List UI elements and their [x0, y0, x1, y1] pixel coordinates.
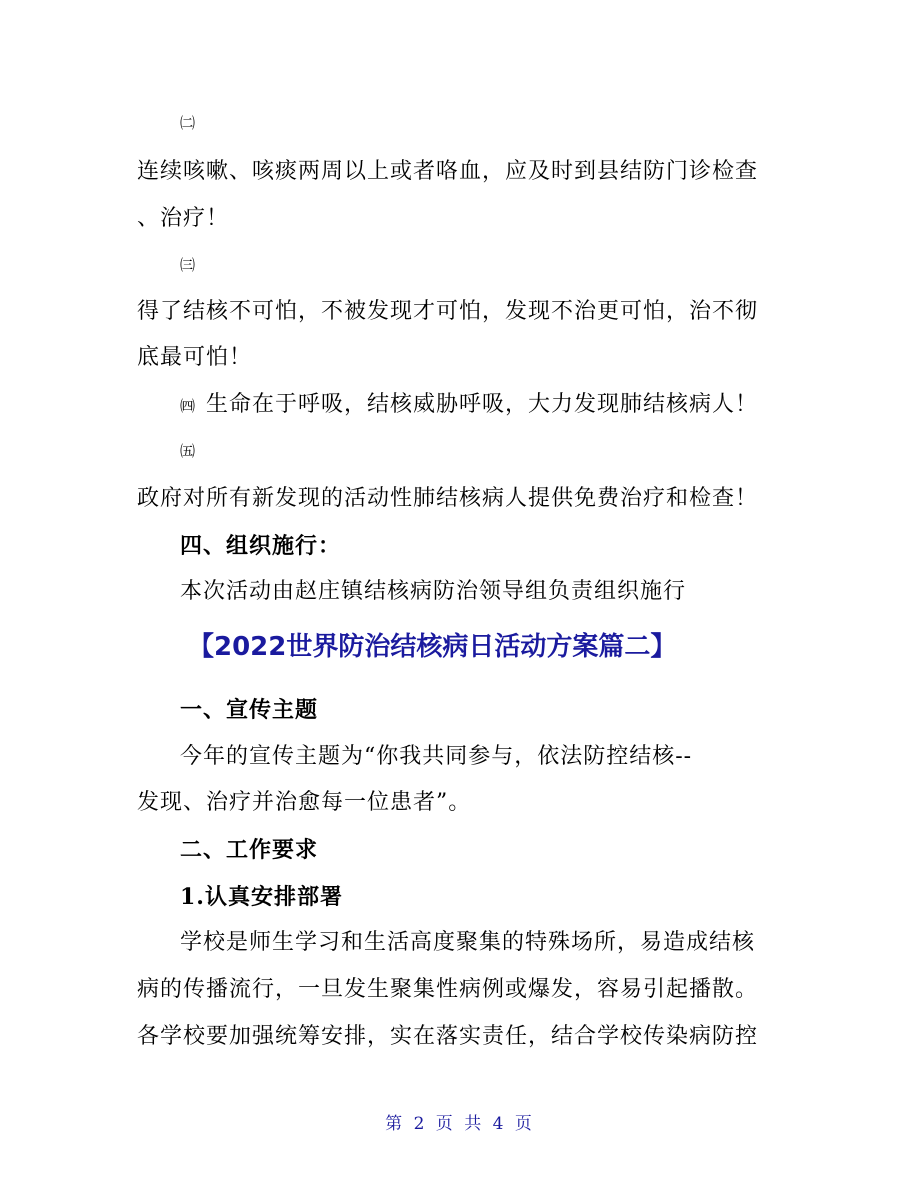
page-footer: 第 2 页 共 4 页	[385, 1114, 535, 1134]
paragraph-line: 得了结核不可怕，不被发现才可怕，发现不治更可怕，治不彻	[137, 299, 759, 324]
section-title: 一、宣传主题	[180, 697, 319, 723]
paragraph-line: 各学校要加强统筹安排，实在落实责任，结合学校传染病防控	[137, 1024, 759, 1049]
paragraph-line: 连续咳嗽、咳痰两周以上或者咯血，应及时到县结防门诊检查	[137, 159, 759, 184]
paragraph-line: 本次活动由赵庄镇结核病防治领导组负责组织施行	[180, 579, 687, 604]
item-marker-2: ㈡	[180, 114, 196, 132]
paragraph-line: 政府对所有新发现的活动性肺结核病人提供免费治疗和检查！	[137, 486, 759, 511]
paragraph-line: 发现、治疗并治愈每一位患者”。	[137, 790, 472, 815]
paragraph-line: 病的传播流行，一旦发生聚集性病例或爆发，容易引起播散。	[137, 977, 759, 1002]
subsection-title: 1.认真安排部署	[180, 884, 343, 910]
item-marker-4: ㈣	[180, 397, 197, 415]
paragraph-line-4	[180, 390, 758, 421]
paragraph-line: 底最可怕！	[137, 345, 253, 370]
item-marker-5: ㈤	[180, 442, 196, 460]
paragraph-line: 今年的宣传主题为“你我共同参与，依法防控结核--	[180, 744, 693, 769]
section-title: 二、工作要求	[180, 837, 319, 863]
section-heading: 【2022世界防治结核病日活动方案篇二】	[188, 632, 677, 662]
item-marker-3: ㈢	[180, 256, 196, 274]
paragraph-line: 、治疗！	[137, 206, 230, 231]
paragraph-line: 学校是师生学习和生活高度聚集的特殊场所，易造成结核	[180, 930, 756, 955]
section-title: 四、组织施行：	[180, 533, 342, 559]
paragraph-text: 生命在于呼吸，结核威胁呼吸，大力发现肺结核病人！	[206, 392, 759, 417]
